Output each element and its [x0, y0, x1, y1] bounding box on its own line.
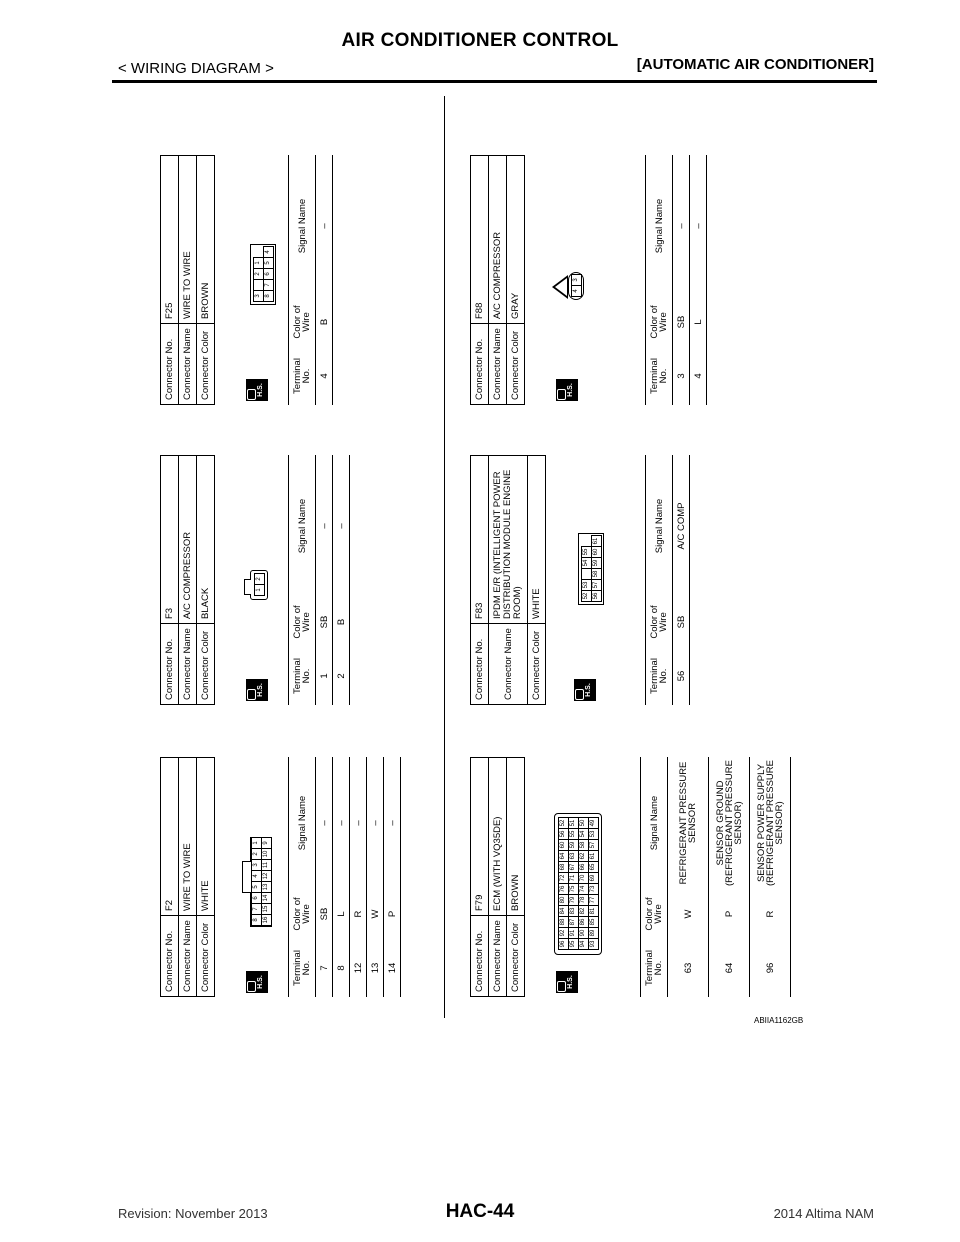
connector-panel-f25 [160, 155, 425, 405]
section-label: < WIRING DIAGRAM > [118, 60, 274, 77]
pin: 12 [261, 870, 272, 882]
color-of-wire-header: Color of Wire [646, 597, 673, 647]
signal-name-header: Signal Name [289, 757, 316, 889]
pin: 94 [578, 938, 589, 950]
pin: 74 [578, 883, 589, 895]
wire-color: W [668, 889, 709, 939]
signal-name: – [690, 155, 707, 297]
pin: 2 [251, 848, 262, 860]
info-key: Connector Color [197, 916, 215, 997]
connector-content [160, 455, 425, 705]
pin: 67 [568, 861, 579, 873]
pin-row [568, 818, 578, 950]
pin: 54 [581, 557, 592, 569]
pin-row [253, 247, 263, 302]
signal-table [645, 455, 690, 705]
pin: 95 [568, 938, 579, 950]
pin: 78 [578, 894, 589, 906]
pin: 70 [578, 872, 589, 884]
connector-content [470, 455, 735, 705]
terminal-no-header: Terminal No. [289, 647, 316, 705]
pin: 52 [581, 590, 592, 602]
pin: 79 [568, 894, 579, 906]
pin: 89 [588, 927, 599, 939]
hand-icon [247, 389, 256, 400]
pin: 83 [568, 905, 579, 917]
pin: 80 [558, 894, 569, 906]
pin: 16 [261, 914, 272, 926]
table-row [316, 757, 333, 997]
table-row [333, 757, 350, 997]
hs-label: H.S. [585, 683, 592, 697]
connector-name: ECM (WITH VQ35DE) [489, 758, 507, 916]
pin: 63 [568, 850, 579, 862]
pin: 59 [568, 839, 579, 851]
connector-number: F79 [471, 758, 489, 916]
terminal-no: 56 [673, 647, 690, 705]
pin: 60 [591, 546, 602, 558]
figure-id: ABIIA1162GB [754, 1016, 804, 1025]
pin: 50 [578, 817, 589, 829]
info-key: Connector Color [528, 624, 546, 705]
connector-number: F83 [471, 456, 489, 624]
info-key: Connector Name [179, 916, 197, 997]
pin: 3 [253, 290, 264, 302]
page-title: AIR CONDITIONER CONTROL [341, 30, 619, 51]
hs-label: H.S. [257, 383, 264, 397]
pin: 53 [581, 579, 592, 591]
signal-name-header: Signal Name [289, 155, 316, 297]
hs-badge [246, 679, 268, 701]
terminal-no: 12 [350, 939, 367, 997]
pin: 56 [558, 828, 569, 840]
pin: 10 [261, 848, 272, 860]
pin: 72 [558, 872, 569, 884]
info-key: Connector Color [507, 324, 525, 405]
pin: 90 [578, 927, 589, 939]
pin: 68 [558, 861, 569, 873]
hand-icon [557, 981, 566, 992]
connector-latch [242, 861, 251, 893]
info-key: Connector Name [489, 624, 528, 705]
terminal-no: 1 [316, 647, 333, 705]
revision-text: Revision: November 2013 [118, 1206, 268, 1221]
pin: 81 [588, 905, 599, 917]
signal-table [645, 155, 707, 405]
wire-color: B [333, 597, 350, 647]
wire-color: L [333, 889, 350, 939]
category-label: [AUTOMATIC AIR CONDITIONER] [636, 56, 874, 73]
pin-row [578, 818, 588, 950]
connector-key-triangle-inner [555, 278, 567, 296]
table-row [350, 757, 367, 997]
table-row [709, 757, 750, 997]
pin: 8 [251, 914, 262, 926]
terminal-no-header: Terminal No. [646, 347, 673, 405]
table-row [367, 757, 384, 997]
table-row [690, 155, 707, 405]
hs-label: H.S. [257, 683, 264, 697]
pin: 1 [251, 837, 262, 849]
wire-color: P [709, 889, 750, 939]
pin: 7 [251, 903, 262, 915]
info-key: Connector Color [507, 916, 525, 997]
signal-name: SENSOR POWER SUPPLY (REFRIGERANT PRESSURE SENSOR) [750, 757, 791, 889]
connector-color: BROWN [507, 758, 525, 916]
connector-color: BLACK [197, 456, 215, 624]
pin: 57 [588, 839, 599, 851]
pin: 4 [571, 285, 582, 297]
connector-info-table [160, 455, 215, 705]
pin: 15 [261, 903, 272, 915]
pin: 96 [558, 938, 569, 950]
info-key: Connector Color [197, 324, 215, 405]
pin: 62 [578, 850, 589, 862]
terminal-no: 63 [668, 939, 709, 997]
table-row [316, 455, 333, 705]
wire-color: W [367, 889, 384, 939]
pin: 8 [263, 290, 274, 302]
info-key: Connector No. [161, 916, 179, 997]
wire-color: P [384, 889, 401, 939]
terminal-no-header: Terminal No. [646, 647, 673, 705]
signal-name: – [333, 455, 350, 597]
table-row [673, 155, 690, 405]
pin: 4 [263, 246, 274, 258]
pin: 91 [568, 927, 579, 939]
pin: 69 [588, 872, 599, 884]
pin: 54 [578, 828, 589, 840]
connector-panel-f88 [470, 155, 735, 405]
signal-name: SENSOR GROUND (REFRIGERANT PRESSURE SENSOR) [709, 757, 750, 889]
pin: 64 [558, 850, 569, 862]
connector-name: IPDM E/R (INTELLIGENT POWER DISTRIBUTION MODULE ENGINE ROOM) [489, 456, 528, 624]
table-row [384, 757, 401, 997]
pin: 1 [253, 257, 264, 269]
pin-row [571, 275, 581, 297]
pin: 57 [591, 579, 602, 591]
wire-color: R [750, 889, 791, 939]
connector-panel-f83 [470, 455, 735, 705]
wire-color: SB [316, 597, 333, 647]
pin: 59 [591, 557, 602, 569]
terminal-no: 96 [750, 939, 791, 997]
connector-color: BROWN [197, 156, 215, 324]
hand-icon [557, 389, 566, 400]
terminal-no-header: Terminal No. [289, 347, 316, 405]
hand-icon [247, 981, 256, 992]
hs-label: H.S. [567, 383, 574, 397]
signal-table [288, 155, 333, 405]
pin: 71 [568, 872, 579, 884]
hs-badge [556, 971, 578, 993]
pin: 73 [588, 883, 599, 895]
signal-table [640, 757, 791, 997]
terminal-no: 64 [709, 939, 750, 997]
pin: 61 [591, 535, 602, 547]
connector-face [250, 570, 268, 600]
column-divider [444, 96, 445, 1018]
table-row [750, 757, 791, 997]
pin: 93 [588, 938, 599, 950]
pin-row [251, 838, 261, 926]
terminal-no: 8 [333, 939, 350, 997]
pin: 66 [578, 861, 589, 873]
connector-info-table [470, 757, 525, 997]
pin-row [558, 818, 568, 950]
pin: 58 [578, 839, 589, 851]
pin: 1 [254, 584, 265, 596]
pin: 2 [253, 268, 264, 280]
header-rule [112, 80, 877, 83]
connector-name: A/C COMPRESSOR [179, 456, 197, 624]
pin-row [263, 247, 273, 302]
color-of-wire-header: Color of Wire [646, 297, 673, 347]
signal-name: – [333, 757, 350, 889]
signal-table [288, 455, 350, 705]
pin: 13 [261, 881, 272, 893]
wire-color: L [690, 297, 707, 347]
color-of-wire-header: Color of Wire [641, 889, 668, 939]
connector-number: F3 [161, 456, 179, 624]
connector-info-table [160, 155, 215, 405]
terminal-no: 4 [316, 347, 333, 405]
connector-panel-f2 [160, 757, 425, 997]
pin: 53 [588, 828, 599, 840]
info-key: Connector Name [179, 624, 197, 705]
pin: 65 [588, 861, 599, 873]
terminal-no: 2 [333, 647, 350, 705]
table-row [673, 455, 690, 705]
wire-color: SB [673, 297, 690, 347]
terminal-no-header: Terminal No. [641, 939, 668, 997]
pin: 92 [558, 927, 569, 939]
pin: 56 [591, 590, 602, 602]
pin: 55 [568, 828, 579, 840]
connector-panel-f79 [470, 757, 805, 997]
pin: 11 [261, 859, 272, 871]
hand-icon [575, 689, 584, 700]
color-of-wire-header: Color of Wire [289, 889, 316, 939]
connector-color: GRAY [507, 156, 525, 324]
connector-face [250, 837, 272, 927]
pin: 14 [261, 892, 272, 904]
info-key: Connector No. [471, 624, 489, 705]
signal-name: – [316, 757, 333, 889]
connector-color: WHITE [197, 758, 215, 916]
hs-badge [556, 379, 578, 401]
connector-face [578, 533, 604, 605]
pin: 6 [251, 892, 262, 904]
pin: 86 [578, 916, 589, 928]
connector-number: F25 [161, 156, 179, 324]
signal-name: – [350, 757, 367, 889]
connector-face [568, 272, 584, 300]
pin: 85 [588, 916, 599, 928]
signal-name: REFRIGERANT PRESSURE SENSOR [668, 757, 709, 889]
connector-name: WIRE TO WIRE [179, 758, 197, 916]
signal-name-header: Signal Name [646, 455, 673, 597]
info-key: Connector Name [179, 324, 197, 405]
info-key: Connector No. [471, 324, 489, 405]
connector-face [250, 244, 276, 305]
info-key: Connector No. [161, 324, 179, 405]
connector-name: WIRE TO WIRE [179, 156, 197, 324]
connector-panel-f3 [160, 455, 425, 705]
connector-content [160, 757, 425, 997]
signal-name: – [384, 757, 401, 889]
info-key: Connector No. [161, 624, 179, 705]
connector-content [470, 155, 735, 405]
pin: 5 [263, 257, 274, 269]
pin: 88 [558, 916, 569, 928]
hs-badge [574, 679, 596, 701]
pin-row [254, 574, 264, 596]
table-row [668, 757, 709, 997]
hand-icon [247, 689, 256, 700]
hs-badge [246, 971, 268, 993]
terminal-no: 3 [673, 347, 690, 405]
pin: 2 [254, 573, 265, 585]
terminal-no-header: Terminal No. [289, 939, 316, 997]
terminal-no: 14 [384, 939, 401, 997]
pin: 60 [558, 839, 569, 851]
pin: 75 [568, 883, 579, 895]
connector-content [160, 155, 425, 405]
connector-content [470, 757, 805, 997]
table-row [316, 155, 333, 405]
signal-name: – [673, 155, 690, 297]
pin: 58 [591, 568, 602, 580]
signal-name: – [316, 455, 333, 597]
pin-row [581, 536, 591, 602]
info-key: Connector Name [489, 916, 507, 997]
pin: 7 [263, 279, 274, 291]
pin: 52 [558, 817, 569, 829]
pin-row [588, 818, 598, 950]
pin: 6 [263, 268, 274, 280]
hs-label: H.S. [257, 975, 264, 989]
table-row [333, 455, 350, 705]
wire-color: SB [316, 889, 333, 939]
pin: 9 [261, 837, 272, 849]
signal-name: – [316, 155, 333, 297]
signal-name: A/C COMP [673, 455, 690, 597]
pin: 55 [581, 546, 592, 558]
color-of-wire-header: Color of Wire [289, 597, 316, 647]
pin: 77 [588, 894, 599, 906]
connector-info-table [160, 757, 215, 997]
pin: 87 [568, 916, 579, 928]
pin-row [261, 838, 271, 926]
pin: 5 [251, 881, 262, 893]
color-of-wire-header: Color of Wire [289, 297, 316, 347]
hs-label: H.S. [567, 975, 574, 989]
pin: 3 [571, 274, 582, 286]
pin: 3 [251, 859, 262, 871]
connector-number: F88 [471, 156, 489, 324]
signal-name-header: Signal Name [646, 155, 673, 297]
pin: 49 [588, 817, 599, 829]
pin: 76 [558, 883, 569, 895]
signal-table [288, 757, 401, 997]
terminal-no: 7 [316, 939, 333, 997]
wire-color: SB [673, 597, 690, 647]
pin: 4 [251, 870, 262, 882]
connector-info-table [470, 455, 546, 705]
connector-latch [244, 579, 251, 595]
info-key: Connector Color [197, 624, 215, 705]
wire-color: B [316, 297, 333, 347]
pin: 51 [568, 817, 579, 829]
connector-color: WHITE [528, 456, 546, 624]
pin-row [591, 536, 601, 602]
hs-badge [246, 379, 268, 401]
pin: 82 [578, 905, 589, 917]
terminal-no: 4 [690, 347, 707, 405]
info-key: Connector No. [471, 916, 489, 997]
connector-face [554, 813, 602, 955]
pin: 84 [558, 905, 569, 917]
connector-info-table [470, 155, 525, 405]
signal-name-header: Signal Name [289, 455, 316, 597]
terminal-no: 13 [367, 939, 384, 997]
signal-name: – [367, 757, 384, 889]
page-number: HAC-44 [445, 1201, 515, 1222]
model-text: 2014 Altima NAM [773, 1206, 874, 1221]
pin: 61 [588, 850, 599, 862]
connector-name: A/C COMPRESSOR [489, 156, 507, 324]
connector-number: F2 [161, 758, 179, 916]
info-key: Connector Name [489, 324, 507, 405]
wire-color: R [350, 889, 367, 939]
signal-name-header: Signal Name [641, 757, 668, 889]
